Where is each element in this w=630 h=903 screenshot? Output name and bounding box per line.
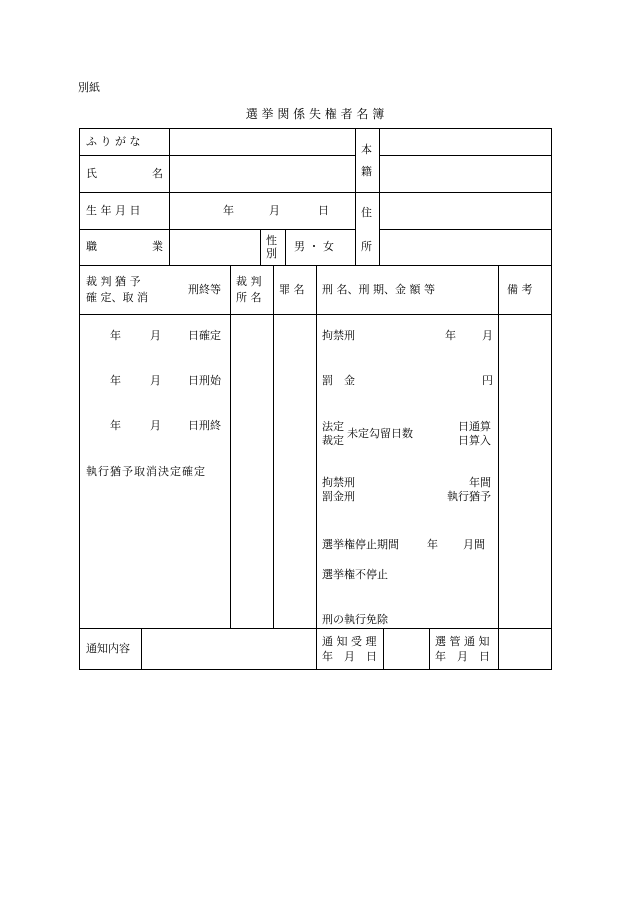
- birthdate-month: 月: [269, 204, 280, 217]
- futeishi-label: 選挙権不停止: [322, 568, 388, 581]
- senkan-tsuchi-label: 選 管 通 知: [435, 635, 490, 648]
- saitei-label: 裁定: [322, 434, 344, 447]
- shimei-label-mei: 名: [152, 167, 163, 180]
- sannyu-label: 日算入: [458, 434, 491, 447]
- senkan-date-label: 年 月 日: [435, 650, 490, 663]
- kokin-month: 月: [482, 329, 493, 342]
- entry-suffix: 日刑始: [188, 374, 221, 387]
- entry-year: 年: [110, 419, 121, 432]
- seibetsu-label-2: 別: [266, 247, 277, 260]
- tsuchi-naiyo-label: 通知内容: [86, 642, 130, 655]
- honseki-label-2: 籍: [361, 165, 372, 178]
- teishi-year: 年: [427, 538, 438, 551]
- entry-month: 月: [150, 419, 161, 432]
- zaimei-header: 罪 名: [279, 283, 305, 296]
- page-title: 選 挙 関 係 失 権 者 名 簿: [245, 107, 385, 121]
- furigana-label: ふ り が な: [86, 135, 141, 148]
- shokugyo-label-2: 業: [152, 240, 163, 253]
- juri-date-label: 年 月 日: [322, 650, 377, 663]
- entry-year: 年: [110, 329, 121, 342]
- bakkin-label: 罰 金: [322, 374, 355, 387]
- biko-header: 備 考: [507, 283, 533, 296]
- houtei-label: 法定: [322, 420, 344, 433]
- shikko-yuyo-torikeshi: 執行猶予取消決定確定: [86, 465, 206, 478]
- attachment-label: 別紙: [78, 81, 100, 94]
- keishuryo-header: 刑終等: [188, 283, 221, 296]
- kokin-kei-label: 拘禁刑: [322, 329, 355, 342]
- entry-suffix: 日確定: [188, 329, 221, 342]
- tsuchi-juri-label: 通 知 受 理: [322, 635, 377, 648]
- seibetsu-label-1: 性: [266, 234, 277, 247]
- shikko-menjo-label: 刑の執行免除: [322, 613, 388, 626]
- mitei-koryu-label: 未定勾留日数: [347, 427, 413, 440]
- nenkan-label: 年間: [469, 476, 491, 489]
- shimei-label-shi: 氏: [86, 167, 97, 180]
- birthdate-year: 年: [223, 204, 234, 217]
- entry-suffix: 日刑終: [188, 419, 221, 432]
- bakkin-yen: 円: [482, 374, 493, 387]
- saiban-header-line1: 裁 判 猶 予: [86, 275, 141, 288]
- birthdate-day: 日: [318, 204, 329, 217]
- kokin-kei2-label: 拘禁刑: [322, 476, 355, 489]
- teishi-kikan-label: 選挙権停止期間: [322, 538, 399, 551]
- honseki-label-1: 本: [361, 143, 372, 156]
- jusho-label-2: 所: [361, 240, 372, 253]
- entry-month: 月: [150, 374, 161, 387]
- saibansho-header-1: 裁 判: [236, 275, 262, 288]
- keimei-header: 刑 名、刑 期、金 額 等: [322, 283, 435, 296]
- bakkin-kei-label: 罰金刑: [322, 490, 355, 503]
- teishi-months: 月間: [463, 538, 485, 551]
- entry-month: 月: [150, 329, 161, 342]
- shikko-yuyo-label: 執行猶予: [447, 490, 491, 503]
- kokin-year: 年: [445, 329, 456, 342]
- entry-year: 年: [110, 374, 121, 387]
- shokugyo-label-1: 職: [86, 240, 97, 253]
- gender-options: 男 ・ 女: [294, 240, 334, 253]
- saibansho-header-2: 所 名: [236, 291, 262, 304]
- birthdate-label: 生 年 月 日: [86, 204, 141, 217]
- jusho-label-1: 住: [361, 206, 372, 219]
- saiban-header-line2: 確 定、取 消: [86, 291, 148, 304]
- tsusan-label: 日通算: [458, 420, 491, 433]
